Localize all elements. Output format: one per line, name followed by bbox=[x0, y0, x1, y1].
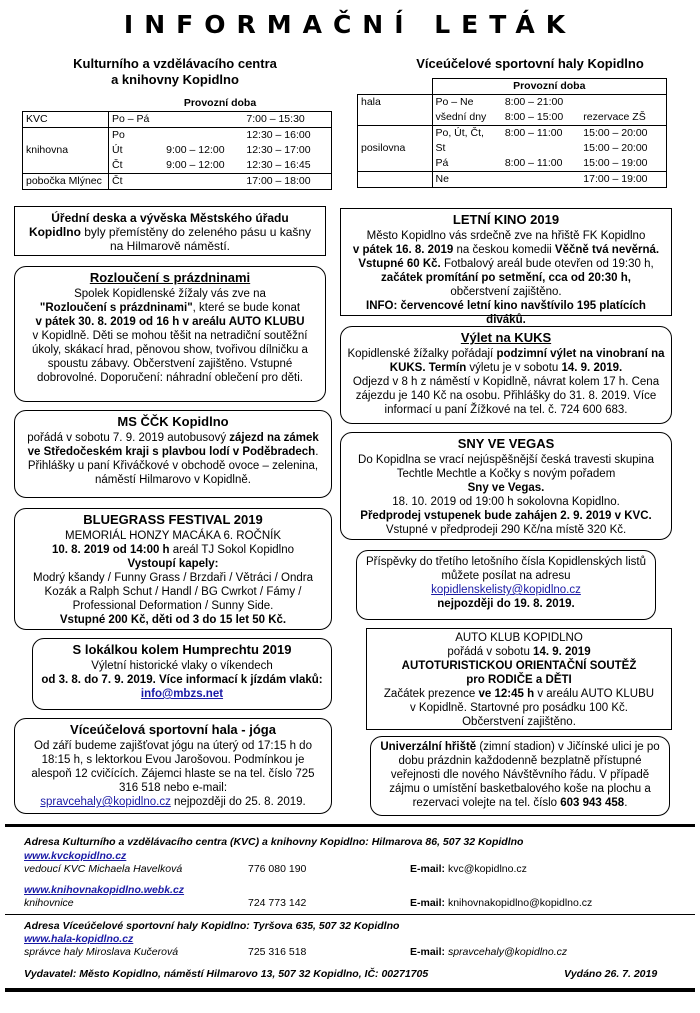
footer-addr-hala: Adresa Víceúčelové sportovní haly Kopidlno: Tyršova 635, 507 32 Kopidlno bbox=[24, 920, 400, 932]
footer-issued: Vydáno 26. 7. 2019 bbox=[564, 968, 658, 980]
footer-addr-kvc: Adresa Kulturního a vzdělávacího centra (KVC) a knihovny Kopidlno: Hilmarova 86, 507 32 Kopidlno bbox=[24, 836, 524, 848]
footer-mid-rule bbox=[5, 914, 695, 915]
footer-kvc-email: E-mail: kvc@kopidlno.cz bbox=[410, 863, 527, 875]
bluegrass-box: BLUEGRASS FESTIVAL 2019 MEMORIÁL HONZY MACÁKA 6. ROČNÍK 10. 8. 2019 od 14:00 h areál TJ Sokol Kopidlno Vystoupí kapely: Modrý kšandy / Funny Grass / Brzdaři / Větráci / Ondra Kozák a Ralph Schut / Handl / BG Cwrkot / Fámy / Professional Deformation / Sunny Side. Vstupné 200 Kč, děti od 3 do 15 let 50 Kč. bbox=[14, 508, 332, 630]
footer-web-kvc[interactable]: www.kvckopidlno.cz bbox=[24, 850, 127, 862]
lokalka-box: S lokálkou kolem Humprechtu 2019 Výletní historické vlaky o víkendech od 3. 8. do 7. 9. 2019. Více informací k jízdám vlaků: info@mbzs.net bbox=[32, 638, 332, 710]
footer-bottom-rule bbox=[5, 988, 695, 992]
footer-kvc-person: vedoucí KVC Michaela Havelková bbox=[24, 863, 183, 875]
kvc-heading: Kulturního a vzdělávacího centra a knihovny Kopidlno bbox=[73, 56, 277, 87]
footer-hala-phone: 725 316 518 bbox=[248, 946, 307, 958]
kino-box: LETNÍ KINO 2019 Město Kopidlno vás srdečně zve na hřiště FK Kopidlno v pátek 16. 8. 2019 na českou komedii Věčně tvá nevěrná. Vstupné 60 Kč. Fotbalový areál bude otevřen od 19:30 h, začátek promítání po setmění, cca od 20:30 h, občerstvení zajištěno. INFO: červencové letní kino navštívilo 195 platících diváků. bbox=[340, 208, 672, 316]
hriste-box: Univerzální hřiště (zimní stadion) v Jičínské ulici je po dobu prázdnin každodenně bezplatně přístupné veřejnosti dle nového Návštěvního řádu. V případě zájmu o umístění basketbalového koše na plochu a rezervaci volejte na tel. číslo 603 943 458. bbox=[370, 736, 670, 816]
footer-web-hala[interactable]: www.hala-kopidlno.cz bbox=[24, 933, 134, 945]
email-link-listy[interactable]: kopidlenskelisty@kopidlno.cz bbox=[431, 584, 581, 596]
footer-top-rule bbox=[5, 824, 695, 827]
footer-kvc-phone: 776 080 190 bbox=[248, 863, 307, 875]
footer-web-knihovna[interactable]: www.knihovnakopidlno.webk.cz bbox=[24, 884, 185, 896]
footer-publisher: Vydavatel: Město Kopidlno, náměstí Hilmarovo 13, 507 32 Kopidlno, IČ: 00271705 bbox=[24, 968, 429, 980]
joga-box: Víceúčelová sportovní hala - jóga Od září budeme zajišťovat jógu na úterý od 17:15 h do 18:15 h, s lektorkou Evou Jarošovou. Podmínkou je alespoň 12 cvičících. Zájemci hlaste se na tel. číslo 725 316 518 nebo e-mail: spravcehaly@kopidlno.cz nejpozději do 25. 8. 2019. bbox=[14, 718, 332, 814]
footer-hala-email: E-mail: spravcehaly@kopidlno.cz bbox=[410, 946, 568, 958]
footer-knih-phone: 724 773 142 bbox=[248, 897, 307, 909]
footer-knih-email: E-mail: knihovnakopidlno@kopidlno.cz bbox=[410, 897, 593, 909]
footer-hala-person: správce haly Miroslava Kučerová bbox=[24, 946, 179, 958]
ms-cck-box: MS ČČK Kopidlno pořádá v sobotu 7. 9. 2019 autobusový zájezd na zámek ve Středočeském kraji s plavbou lodí v Poděbradech. Přihlášky u paní Křiváčkové v obchodě ovoce – zelenina, náměstí Hilmarovo v Kopidlně. bbox=[14, 410, 332, 498]
email-link-mbzs[interactable]: info@mbzs.net bbox=[140, 688, 224, 700]
hala-heading: Víceúčelové sportovní haly Kopidlno bbox=[416, 56, 644, 71]
kuks-box: Výlet na KUKS Kopidlenské žížalky pořádají podzimní výlet na vinobraní na KUKS. Termín výletu je v sobotu 14. 9. 2019. Odjezd v 8 h z náměstí v Kopidlně, návrat kolem 17 h. Cena zájezdu je 140 Kč na osobu. Přihlášky do 31. 8. 2019. Více informací u paní Žížkové na tel. č. 724 600 683. bbox=[340, 326, 672, 424]
rozlouceni-box: Rozloučení s prázdninami Spolek Kopidlenské žížaly vás zve na "Rozloučení s prázdninami", které se bude konat v pátek 30. 8. 2019 od 16 h v areálu AUTO KLUBU v Kopidlně. Děti se mohou těšit na netradiční soutěžní úkoly, skákací hrad, pěnovou show, tvořivou dílničku a spoustu zábavy. Občerstvení zajištěno. Vstupné dobrovolné. Doporučení: náhradní oblečení pro děti. bbox=[14, 266, 326, 402]
autoklub-box: AUTO KLUB KOPIDLNO pořádá v sobotu 14. 9. 2019 AUTOTURISTICKOU ORIENTAČNÍ SOUTĚŽ pro RODIČE a DĚTI Začátek prezence ve 12:45 h v areálu AUTO KLUBU v Kopidlně. Startovné pro posádku 100 Kč. Občerstvení zajištěno. bbox=[366, 628, 672, 730]
email-link-hala[interactable]: spravcehaly@kopidlno.cz bbox=[40, 796, 171, 808]
kvc-hours-table: Provozní doba KVC Po – Pá 7:00 – 15:30 Po 12:30 – 16:00 knihovna Út 9:00 – 12:00 12:30 – 17:00 Čt 9:00 – 12:00 12:30 – 16:45 pobočka Mlýnec Čt 17:00 – 18:00 bbox=[22, 96, 332, 190]
listy-box: Příspěvky do třetího letošního čísla Kopidlenských listů můžete posílat na adresu kopidlenskelisty@kopidlno.cz nejpozději do 19. 8. 2019. bbox=[356, 550, 656, 620]
footer-knih-person: knihovnice bbox=[24, 897, 74, 909]
hala-hours-table: Provozní doba hala Po – Ne 8:00 – 21:00 všední dny 8:00 – 15:00 rezervace ZŠ Po, Út, Čt, 8:00 – 11:00 15:00 – 20:00 posilovna St 15:00 – 20:00 Pá 8:00 – 11:00 15:00 – 19:00 Ne 17:00 – 19:00 bbox=[357, 78, 667, 188]
notice-board-box: Úřední deska a vývěska Městského úřadu Kopidlno byly přemístěny do zeleného pásu u kašny na Hilmarově náměstí. bbox=[14, 206, 326, 256]
page-title: INFORMAČNÍ LETÁK bbox=[123, 10, 577, 39]
vegas-box: SNY VE VEGAS Do Kopidlna se vrací nejúspěšnější česká travesti skupina Techtle Mechtle a Kočky s novým pořadem Sny ve Vegas. 18. 10. 2019 od 19:00 h sokolovna Kopidlno. Předprodej vstupenek bude zahájen 2. 9. 2019 v KVC. Vstupné v předprodeji 290 Kč/na místě 320 Kč. bbox=[340, 432, 672, 540]
